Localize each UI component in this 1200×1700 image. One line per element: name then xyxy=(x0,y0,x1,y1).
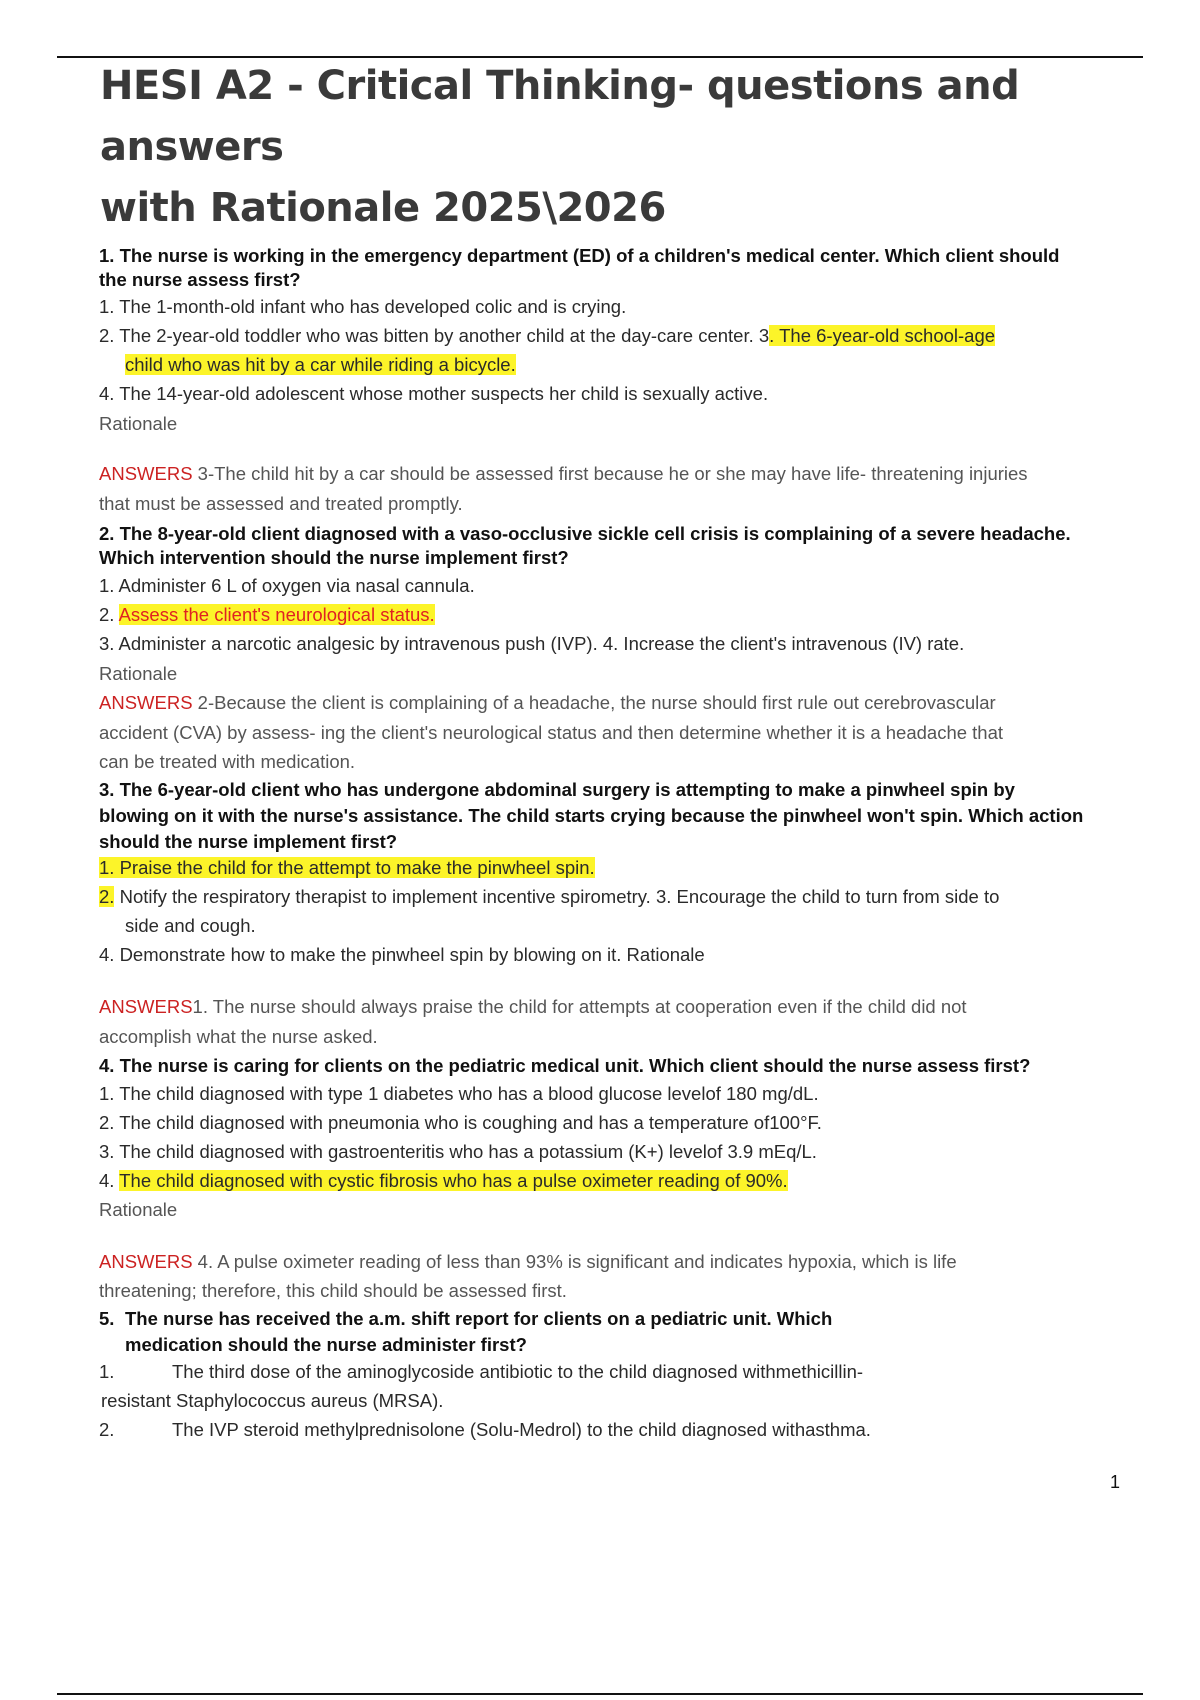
title-line-1: HESI A2 - Critical Thinking- questions and answers xyxy=(100,63,1020,170)
q5-option-2-num: 2. xyxy=(99,1419,115,1440)
q3-option-1 xyxy=(99,857,595,879)
q3-option-4: 4. Demonstrate how to make the pinwheel spin by blowing on it. Rationale xyxy=(99,944,705,965)
q5-text-line-2: medication should the nurse administer first? xyxy=(125,1334,527,1355)
q4-option-3: 3. The child diagnosed with gastroenteritis who has a potassium (K+) levelof 3.9 mEq/L. xyxy=(99,1141,817,1162)
q2-answer-line-1 xyxy=(99,692,996,714)
q1-answer-line-2: that must be assessed and treated promptly. xyxy=(99,493,463,514)
q1-option-3-highlight-cont: child who was hit by a car while riding a bicycle. xyxy=(125,354,516,375)
q4-option-4-highlight: The child diagnosed with cystic fibrosis who has a pulse oximeter reading of 90%. xyxy=(119,1170,788,1191)
q5-option-1-text: The third dose of the aminoglycoside antibiotic to the child diagnosed withmethicillin- xyxy=(172,1361,864,1382)
title-line-2: with Rationale 2025\2026 xyxy=(100,185,666,231)
q4-option-2: 2. The child diagnosed with pneumonia who is coughing and has a temperature of100°F. xyxy=(99,1112,822,1133)
q3-option-2-cont: side and cough. xyxy=(125,915,256,936)
q5-number: 5. xyxy=(99,1308,115,1329)
q1-text-line-1: 1. The nurse is working in the emergency department (ED) of a children's medical center. Which client should xyxy=(99,245,1060,266)
q1-option-2-text: 2. The 2-year-old toddler who was bitten by another child at the day-care center. 3 xyxy=(99,325,770,346)
q2-text-line-1: 2. The 8-year-old client diagnosed with a vaso-occlusive sickle cell crisis is complaining of a severe headache. xyxy=(99,523,1071,544)
q5-text-line-1: The nurse has received the a.m. shift report for clients on a pediatric unit. Which xyxy=(125,1308,833,1329)
footer-rule xyxy=(57,1693,1143,1695)
q4-answer-line-1 xyxy=(99,1251,957,1273)
q3-option-2-text: Notify the respiratory therapist to implement incentive spirometry. 3. Encourage the child to turn from side to xyxy=(114,886,1000,907)
q3-option-2 xyxy=(99,886,999,908)
q4-text-line-1: 4. The nurse is caring for clients on the pediatric medical unit. Which client should the nurse assess first? xyxy=(99,1055,1031,1076)
q3-option-2-num-highlight: 2. xyxy=(99,886,115,907)
q1-answer-line-1 xyxy=(99,463,1028,485)
q1-option-3-highlight: . The 6-year-old school-age xyxy=(769,325,996,346)
q5-option-2-text: The IVP steroid methylprednisolone (Solu-Medrol) to the child diagnosed withasthma. xyxy=(172,1419,871,1440)
q1-text-line-2: the nurse assess first? xyxy=(99,269,301,290)
q3-text-line-3: should the nurse implement first? xyxy=(99,831,398,852)
q3-text-line-1: 3. The 6-year-old client who has undergone abdominal surgery is attempting to make a pinwheel spin by xyxy=(99,779,1015,800)
q1-option-2 xyxy=(99,325,995,347)
q2-option-1: 1. Administer 6 L of oxygen via nasal cannula. xyxy=(99,575,475,596)
q2-option-2-highlight: Assess the client's neurological status. xyxy=(118,604,435,625)
q3-answer-label: ANSWERS xyxy=(99,996,193,1017)
q5-option-1-num: 1. xyxy=(99,1361,115,1382)
q2-answer-line-3: can be treated with medication. xyxy=(99,751,356,772)
q3-answer-line-1 xyxy=(99,996,967,1018)
q2-option-3-4: 3. Administer a narcotic analgesic by intravenous push (IVP). 4. Increase the client's intravenous (IV) rate. xyxy=(99,633,965,654)
q3-option-1-highlight: 1. Praise the child for the attempt to make the pinwheel spin. xyxy=(99,857,595,878)
q2-answer-text: 2-Because the client is complaining of a headache, the nurse should first rule out cerebrovascular xyxy=(192,692,996,713)
q3-answer-line-2: accomplish what the nurse asked. xyxy=(99,1026,378,1047)
q4-option-4 xyxy=(99,1170,788,1192)
q4-option-4-num: 4. xyxy=(99,1170,120,1191)
q4-answer-label: ANSWERS xyxy=(99,1251,193,1272)
q4-answer-line-2: threatening; therefore, this child should be assessed first. xyxy=(99,1280,567,1301)
q2-option-2 xyxy=(99,604,435,626)
q2-option-2-num: 2. xyxy=(99,604,119,625)
q5-option-1-cont: resistant Staphylococcus aureus (MRSA). xyxy=(101,1390,444,1411)
q2-answer-label: ANSWERS xyxy=(99,692,193,713)
q3-answer-text: 1. The nurse should always praise the child for attempts at cooperation even if the child did not xyxy=(192,996,967,1017)
page-number: 1 xyxy=(1110,1472,1121,1492)
q4-option-1: 1. The child diagnosed with type 1 diabetes who has a blood glucose levelof 180 mg/dL. xyxy=(99,1083,819,1104)
q1-answer-text: 3-The child hit by a car should be assessed first because he or she may have life- threatening injuries xyxy=(192,463,1028,484)
q3-text-line-2: blowing on it with the nurse's assistance. The child starts crying because the pinwheel won't spin. Which action xyxy=(99,805,1084,826)
q2-answer-line-2: accident (CVA) by assess- ing the client's neurological status and then determine whether it is a headache that xyxy=(99,722,1004,743)
q1-option-4: 4. The 14-year-old adolescent whose mother suspects her child is sexually active. xyxy=(99,383,769,404)
q4-rationale-label: Rationale xyxy=(99,1199,178,1220)
q1-answer-label: ANSWERS xyxy=(99,463,193,484)
q1-option-3-cont xyxy=(125,354,516,376)
q1-option-1: 1. The 1-month-old infant who has developed colic and is crying. xyxy=(99,296,627,317)
q1-rationale-label: Rationale xyxy=(99,413,178,434)
q2-text-line-2: Which intervention should the nurse implement first? xyxy=(99,547,569,568)
q4-answer-text: 4. A pulse oximeter reading of less than 93% is significant and indicates hypoxia, which is life xyxy=(192,1251,957,1272)
q2-rationale-label: Rationale xyxy=(99,663,178,684)
